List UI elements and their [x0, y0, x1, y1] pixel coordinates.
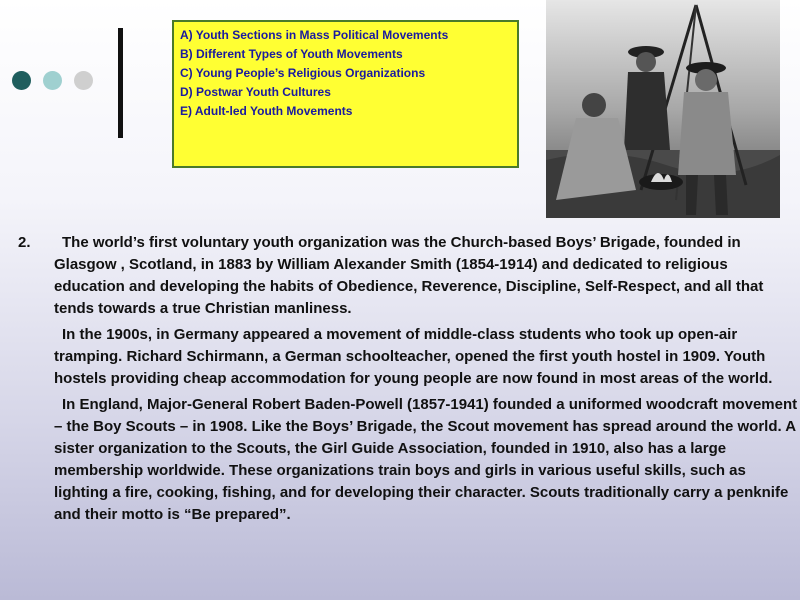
dot-dark-teal	[12, 71, 31, 90]
topic-item-c: C) Young People’s Religious Organizations	[180, 66, 426, 80]
dot-gray	[74, 71, 93, 90]
body-text	[18, 232, 798, 530]
topic-item-a: A) Youth Sections in Mass Political Movements	[180, 28, 449, 42]
topics-box	[172, 20, 519, 168]
topic-item-b: B) Different Types of Youth Movements	[180, 47, 403, 61]
scouts-campfire-photo	[546, 0, 780, 218]
paragraph-boy-scouts: In England, Major-General Robert Baden-Powell (1857-1941) founded a uniformed woodcraft movement – the Boy Scouts – in 1908. Like the Boys’ Brigade, the Scout movement has spread around the world. A sister organization to the Scouts, the Girl Guide Association, founded in 1910, also has a large membership worldwide. These organizations train boys and girls in various useful skills, such as lighting a fire, cooking, fishing, and for developing their character. Scouts traditionally carry a penknife and their motto is “Be prepared”.	[54, 396, 798, 523]
decorative-dots	[12, 71, 93, 90]
paragraph-youth-hostels: In the 1900s, in Germany appeared a movement of middle-class students who took up open-air tramping. Richard Schirmann, a German schoolteacher, opened the first youth hostel in 1909. Youth hostels providing cheap accommodation for young people are now found in most areas of the world.	[54, 326, 773, 387]
dot-light-teal	[43, 71, 62, 90]
paragraph-number: 2.	[18, 234, 31, 251]
photo-illustration	[546, 0, 780, 218]
topic-item-e: E) Adult-led Youth Movements	[180, 104, 353, 118]
paragraph-boys-brigade-text: The world’s first voluntary youth organization was the Church-based Boys’ Brigade, founded in Glasgow , Scotland, in 1883 by William Alexander Smith (1854-1914) and dedicated to religious education and developing the habits of Obedience, Reverence, Discipline, Self-Respect, and all that tends towards a true Christian manliness.	[54, 234, 764, 317]
topic-item-d: D) Postwar Youth Cultures	[180, 85, 331, 99]
paragraph-boys-brigade	[18, 232, 798, 320]
vertical-divider	[118, 28, 123, 138]
